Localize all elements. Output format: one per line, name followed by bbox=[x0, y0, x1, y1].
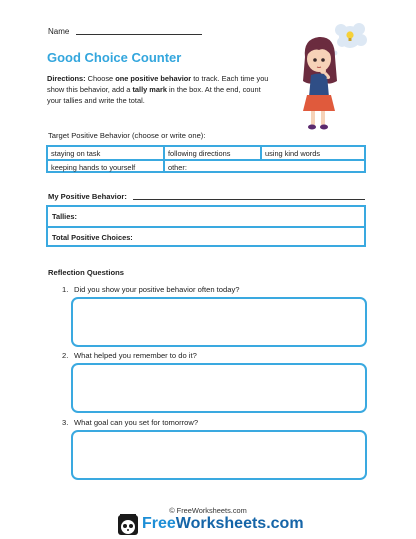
worksheet-title: Good Choice Counter bbox=[47, 50, 182, 65]
my-positive-behavior-input-line[interactable] bbox=[133, 199, 365, 200]
brand-logo bbox=[110, 513, 330, 537]
question-text: What goal can you set for tomorrow? bbox=[74, 418, 199, 427]
tally-box bbox=[46, 205, 366, 247]
question-number: 2. bbox=[62, 351, 69, 360]
total-positive-choices-label: Total Positive Choices: bbox=[52, 233, 133, 242]
directions-bold-2: tally mark bbox=[132, 85, 167, 95]
behavior-option-other[interactable]: other: bbox=[168, 162, 187, 172]
directions-part-3: in the box. At the end, count your tallies and write the total. bbox=[47, 85, 261, 106]
question-3 bbox=[62, 418, 198, 427]
name-input-line[interactable] bbox=[76, 34, 202, 35]
behavior-option[interactable]: using kind words bbox=[265, 148, 321, 158]
reflection-heading: Reflection Questions bbox=[48, 268, 124, 277]
tally-divider bbox=[48, 226, 364, 228]
behavior-option[interactable]: following directions bbox=[168, 148, 231, 158]
target-behavior-label: Target Positive Behavior (choose or write one): bbox=[48, 131, 206, 140]
question-text: What helped you remember to do it? bbox=[74, 351, 197, 360]
answer-box-3[interactable] bbox=[71, 430, 367, 480]
question-1 bbox=[62, 285, 239, 294]
directions-lead: Directions: bbox=[47, 74, 86, 83]
answer-box-1[interactable] bbox=[71, 297, 367, 347]
panda-icon bbox=[116, 513, 140, 537]
directions-part-1: Choose bbox=[85, 74, 116, 83]
directions-part-2: to track. Each time you show this behavior, add a bbox=[47, 74, 269, 95]
name-label: Name bbox=[48, 27, 70, 36]
tallies-label: Tallies: bbox=[52, 212, 77, 221]
thinking-girl-illustration bbox=[287, 17, 373, 137]
behavior-option[interactable]: keeping hands to yourself bbox=[51, 162, 136, 172]
directions-text bbox=[47, 73, 269, 107]
question-number: 1. bbox=[62, 285, 69, 294]
answer-box-2[interactable] bbox=[71, 363, 367, 413]
directions-bold-1: one positive behavior bbox=[115, 74, 192, 83]
brand-worksheets: Worksheets.com bbox=[175, 515, 304, 532]
question-2 bbox=[62, 351, 197, 360]
brand-free: Free bbox=[142, 515, 176, 532]
behavior-options-grid bbox=[46, 145, 366, 173]
brand-wordmark bbox=[142, 515, 304, 533]
question-text: Did you show your positive behavior often today? bbox=[74, 285, 240, 294]
question-number: 3. bbox=[62, 418, 69, 427]
behavior-option[interactable]: staying on task bbox=[51, 148, 101, 158]
copyright-url[interactable]: © FreeWorksheets.com bbox=[169, 506, 247, 515]
my-positive-behavior-label: My Positive Behavior: bbox=[48, 192, 127, 201]
thought-bubble-icon bbox=[329, 23, 367, 61]
